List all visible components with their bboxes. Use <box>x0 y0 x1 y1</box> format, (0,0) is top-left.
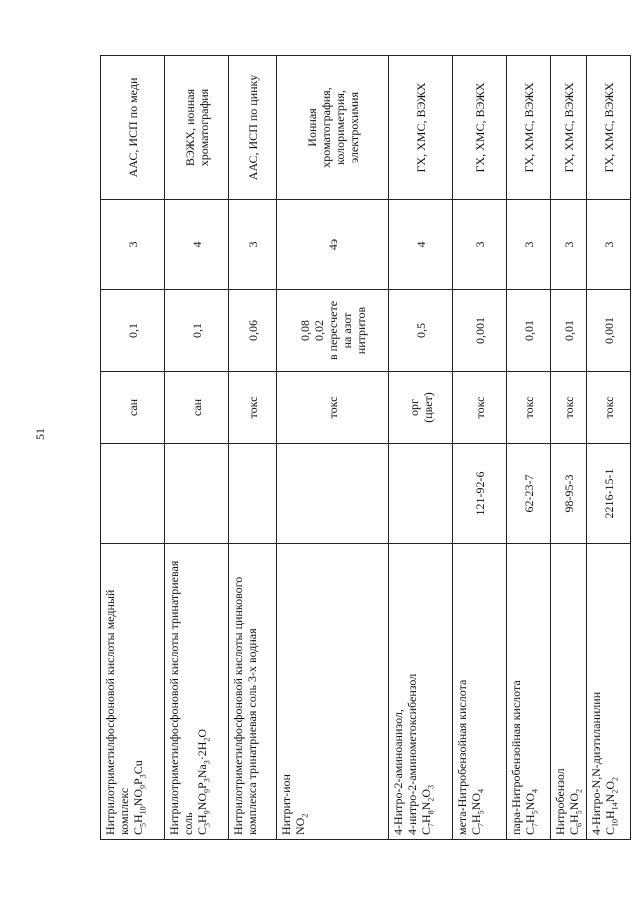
analysis-method-cell <box>587 56 631 200</box>
substance-name-cell <box>551 544 587 840</box>
formula-element: H <box>603 810 617 819</box>
formula-subscript: 7 <box>426 822 436 827</box>
formula-element: C <box>419 826 433 835</box>
limiting-indicator-line: орг <box>406 399 421 416</box>
substance-name-line: 4-Нитро-2-аминоанизол, <box>391 709 405 835</box>
formula-element: H <box>523 814 537 823</box>
formula-subscript: 3 <box>138 774 148 779</box>
chemical-formula <box>131 548 148 835</box>
limiting-indicator-line: токс <box>325 396 340 419</box>
analysis-method-cell <box>165 56 229 200</box>
limiting-indicator-cell <box>507 372 551 444</box>
table-row <box>507 56 551 840</box>
table-row <box>165 56 229 840</box>
table-row <box>389 56 453 840</box>
substances-table <box>100 55 631 840</box>
substance-name-line: Нитрилотриметилфосфоновой кислоты цинкового комплекса тринатриевая соль 3-х водная <box>231 576 259 835</box>
chemical-formula <box>293 548 310 835</box>
formula-element: N <box>603 793 617 803</box>
substance-name-cell <box>587 544 631 840</box>
formula-subscript: 4 <box>530 788 540 793</box>
formula-element: C <box>567 826 581 835</box>
hazard-class-cell <box>551 200 587 290</box>
formula-subscript: 6 <box>574 822 584 827</box>
limiting-indicator-cell <box>389 372 453 444</box>
analysis-method-cell <box>551 56 587 200</box>
standard-value-cell <box>389 290 453 372</box>
formula-subscript: 3 <box>426 784 436 789</box>
formula-element: C <box>469 826 483 835</box>
formula-element: O <box>419 788 433 798</box>
formula-element: NO <box>293 817 307 835</box>
analysis-method-line: ААС, ИСП по меди <box>125 77 140 178</box>
standard-value-cell <box>101 290 165 372</box>
hazard-class-cell <box>101 200 165 290</box>
analysis-method-line: ГХ, ХМС, ВЭЖХ <box>472 82 487 173</box>
formula-element: C <box>523 826 537 835</box>
hazard-class-cell <box>165 200 229 290</box>
analysis-method-line: хроматография, <box>318 87 333 168</box>
analysis-method-cell <box>229 56 277 200</box>
substance-name-cell <box>165 544 229 840</box>
analysis-method-line: ГХ, ХМС, ВЭЖХ <box>521 82 536 173</box>
hazard-class-cell <box>389 200 453 290</box>
chemical-formula <box>567 548 584 835</box>
chemical-formula <box>603 548 620 835</box>
table-row <box>101 56 165 840</box>
formula-element: H <box>419 814 433 823</box>
analysis-method-cell <box>507 56 551 200</box>
substance-name-line: Нитробензол <box>553 768 567 835</box>
formula-subscript: 9 <box>202 788 212 793</box>
analysis-method-line: колориметрия, <box>332 90 347 165</box>
table-row <box>453 56 507 840</box>
standard-value-cell <box>165 290 229 372</box>
hazard-class-line: 4э <box>325 238 340 251</box>
cas-number-cell <box>277 444 389 544</box>
substance-name-line: мета-Нитробензойная кислота <box>455 679 469 835</box>
standard-value-line: 0,001 <box>601 317 616 344</box>
formula-element: O <box>603 780 617 790</box>
standard-value-line: нитритов <box>353 306 368 355</box>
standard-value-line: 0,08 <box>297 320 312 341</box>
substance-name-line: Нитрилотриметилфосфоновой кислоты тринатриевая соль <box>167 560 195 835</box>
hazard-class-cell <box>507 200 551 290</box>
standard-value-line: 0,01 <box>521 320 536 341</box>
formula-subscript: 5 <box>476 810 486 815</box>
hazard-class-cell <box>587 200 631 290</box>
hazard-class-line: 3 <box>125 241 140 248</box>
table-row <box>551 56 587 840</box>
rotated-page-content <box>100 56 620 840</box>
analysis-method-line: ГХ, ХМС, ВЭЖХ <box>561 82 576 173</box>
formula-subscript: 2 <box>610 776 620 781</box>
substance-name-line: Нитрилотриметилфосфоновой кислоты медный комплекс <box>103 589 131 835</box>
limiting-indicator-cell <box>453 372 507 444</box>
formula-element: H <box>131 814 145 823</box>
standard-value-line: 0,5 <box>413 323 428 338</box>
cas-number-cell <box>551 444 587 544</box>
cas-number-cell <box>165 444 229 544</box>
limiting-indicator-cell <box>277 372 389 444</box>
limiting-indicator-cell <box>229 372 277 444</box>
standard-value-line: 0,001 <box>472 317 487 344</box>
analysis-method-line: ААС, ИСП по цинку <box>245 74 260 181</box>
formula-element: H <box>567 814 581 823</box>
substance-name-cell <box>229 544 277 840</box>
formula-subscript: 2 <box>300 813 310 818</box>
formula-subscript: 7 <box>530 822 540 827</box>
formula-subscript: 7 <box>476 822 486 827</box>
formula-element: NO <box>567 792 581 811</box>
cas-number-cell <box>229 444 277 544</box>
analysis-method-line: ГХ, ХМС, ВЭЖХ <box>413 82 428 173</box>
hazard-class-line: 3 <box>601 241 616 248</box>
formula-subscript: 3 <box>202 778 212 783</box>
formula-element: H <box>469 814 483 823</box>
table-row <box>277 56 389 840</box>
formula-element: C <box>195 826 209 835</box>
limiting-indicator-line: токс <box>521 396 536 419</box>
substance-name-cell <box>277 544 389 840</box>
analysis-method-cell <box>389 56 453 200</box>
standard-value-cell <box>277 290 389 372</box>
analysis-method-line: ВЭЖХ, ионная <box>182 88 197 167</box>
formula-subscript: 5 <box>138 822 148 827</box>
substance-name-line: 4-нитро-2-аминометоксибензол <box>405 673 419 835</box>
limiting-indicator-line: токс <box>561 396 576 419</box>
hazard-class-line: 4 <box>413 241 428 248</box>
limiting-indicator-line: сан <box>189 398 204 417</box>
hazard-class-cell <box>229 200 277 290</box>
standard-value-line: 0,06 <box>245 320 260 341</box>
analysis-method-line: электрохимия <box>346 92 361 163</box>
formula-subscript: 2 <box>202 737 212 742</box>
limiting-indicator-line: токс <box>601 396 616 419</box>
table-row <box>587 56 631 840</box>
hazard-class-line: 4 <box>189 241 204 248</box>
formula-subscript: 4 <box>476 788 486 793</box>
cas-number-line: 98-95-3 <box>561 474 576 513</box>
substance-name-cell <box>453 544 507 840</box>
limiting-indicator-line: токс <box>245 396 260 419</box>
cas-number-cell <box>453 444 507 544</box>
cas-number-cell <box>507 444 551 544</box>
page-number: 51 <box>33 428 47 440</box>
formula-element: NO <box>523 792 537 811</box>
analysis-method-cell <box>453 56 507 200</box>
analysis-method-line: Ионная <box>304 108 319 147</box>
formula-subscript: 8 <box>426 810 436 815</box>
hazard-class-cell <box>453 200 507 290</box>
limiting-indicator-line: сан <box>125 398 140 417</box>
formula-element: ·2H <box>195 741 209 761</box>
hazard-class-cell <box>277 200 389 290</box>
limiting-indicator-line: (цвет) <box>420 392 435 423</box>
formula-subscript: 3 <box>202 760 212 765</box>
table-row <box>229 56 277 840</box>
substance-name-cell <box>507 544 551 840</box>
substance-name-line: 4-Нитро-N,N-диэтиланилин <box>589 691 603 835</box>
cas-number-line: 62-23-7 <box>521 474 536 513</box>
hazard-class-line: 3 <box>521 241 536 248</box>
chemical-formula <box>195 548 212 835</box>
standard-value-cell <box>453 290 507 372</box>
formula-subscript: 2 <box>426 797 436 802</box>
formula-subscript: 9 <box>202 810 212 815</box>
formula-element: Cu <box>131 760 145 775</box>
chemical-formula <box>419 548 436 835</box>
formula-element: NO <box>469 792 483 811</box>
formula-subscript: 10 <box>138 806 148 815</box>
standard-value-line: 0,01 <box>561 320 576 341</box>
formula-element: P <box>131 778 145 785</box>
hazard-class-line: 3 <box>245 241 260 248</box>
limiting-indicator-cell <box>587 372 631 444</box>
analysis-method-cell <box>101 56 165 200</box>
analysis-method-cell <box>277 56 389 200</box>
formula-subscript: 5 <box>574 810 584 815</box>
formula-subscript: 5 <box>530 810 540 815</box>
formula-element: P <box>195 782 209 789</box>
formula-subscript: 10 <box>610 818 620 827</box>
formula-subscript: 2 <box>610 789 620 794</box>
standard-value-cell <box>229 290 277 372</box>
formula-element: C <box>131 826 145 835</box>
formula-subscript: 9 <box>138 784 148 789</box>
chemical-formula <box>469 548 486 835</box>
formula-subscript: 3 <box>202 822 212 827</box>
formula-subscript: 14 <box>610 802 620 811</box>
cas-number-line: 121-92-6 <box>472 471 487 516</box>
limiting-indicator-line: токс <box>472 396 487 419</box>
cas-number-cell <box>101 444 165 544</box>
formula-element: O <box>195 728 209 738</box>
formula-element: C <box>603 826 617 835</box>
analysis-method-line: хроматография <box>196 88 211 167</box>
analysis-method-line: ГХ, ХМС, ВЭЖХ <box>601 82 616 173</box>
standard-value-cell <box>587 290 631 372</box>
standard-value-line: 0,02 <box>311 320 326 341</box>
formula-element: H <box>195 814 209 823</box>
cas-number-cell <box>587 444 631 544</box>
hazard-class-line: 3 <box>472 241 487 248</box>
hazard-class-line: 3 <box>561 241 576 248</box>
standard-value-line: 0,1 <box>125 323 140 338</box>
standard-value-cell <box>551 290 587 372</box>
limiting-indicator-cell <box>101 372 165 444</box>
substance-name-line: пара-Нитробензойная кислота <box>509 680 523 835</box>
standard-value-cell <box>507 290 551 372</box>
formula-element: NO <box>195 792 209 811</box>
formula-element: N <box>419 801 433 811</box>
substance-name-cell <box>101 544 165 840</box>
limiting-indicator-cell <box>551 372 587 444</box>
limiting-indicator-cell <box>165 372 229 444</box>
cas-number-cell <box>389 444 453 544</box>
substance-name-cell <box>389 544 453 840</box>
standard-value-line: 0,1 <box>189 323 204 338</box>
formula-subscript: 2 <box>574 788 584 793</box>
chemical-formula <box>523 548 540 835</box>
standard-value-line: на азот <box>339 312 354 349</box>
substance-name-line: Нитрит-ион <box>279 774 293 835</box>
formula-element: Na <box>195 764 209 779</box>
standard-value-line: в пересчете <box>325 300 340 361</box>
cas-number-line: 2216-15-1 <box>601 468 616 519</box>
formula-element: NO <box>131 788 145 807</box>
